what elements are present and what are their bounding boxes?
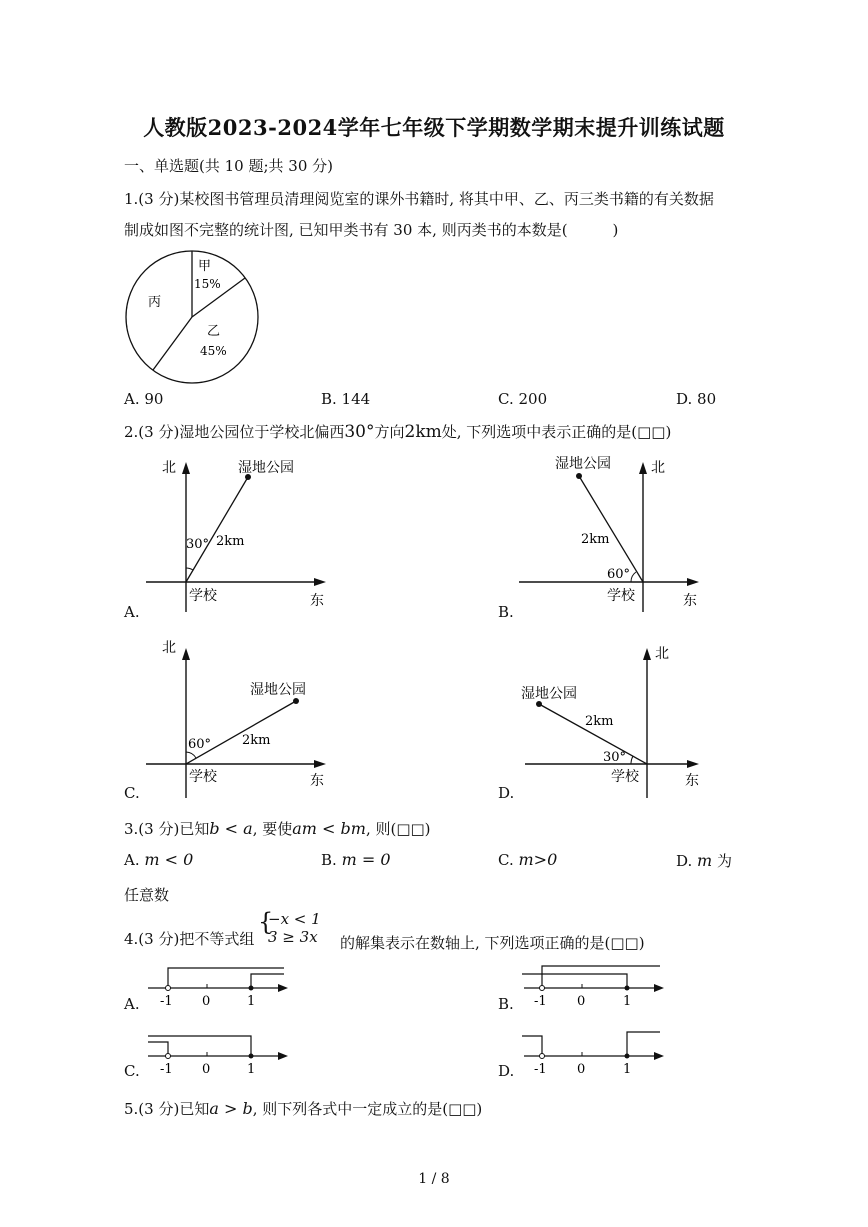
svg-text:0: 0 bbox=[202, 994, 211, 1008]
svg-text:0: 0 bbox=[577, 1062, 586, 1076]
q1-text-line2: 制成如图不完整的统计图, 已知甲类书有 30 本, 则丙类书的本数是( ) bbox=[124, 221, 619, 239]
q1-option-a[interactable]: A. 90 bbox=[124, 390, 164, 408]
svg-text:30°: 30° bbox=[186, 537, 210, 552]
svg-text:东: 东 bbox=[310, 773, 324, 789]
svg-text:60°: 60° bbox=[607, 567, 631, 582]
q4-option-b[interactable]: B. bbox=[498, 995, 514, 1013]
q4-numberline-d bbox=[518, 1026, 668, 1076]
pie-label-bing: 丙 bbox=[148, 295, 162, 310]
q2-option-a[interactable]: A. bbox=[124, 603, 140, 621]
q4-text-suffix: 的解集表示在数轴上, 下列选项正确的是(□□) bbox=[340, 934, 645, 952]
svg-text:1: 1 bbox=[247, 1062, 256, 1076]
svg-text:学校: 学校 bbox=[189, 769, 217, 785]
svg-text:2km: 2km bbox=[242, 733, 271, 748]
svg-text:学校: 学校 bbox=[611, 769, 639, 785]
svg-text:湿地公园: 湿地公园 bbox=[521, 686, 577, 702]
svg-text:学校: 学校 bbox=[607, 588, 635, 604]
page-title: 人教版2023-2024学年七年级下学期数学期末提升训练试题 bbox=[143, 115, 725, 140]
svg-text:东: 东 bbox=[310, 593, 324, 609]
q4-numberline-b bbox=[518, 958, 668, 1008]
q3-text: 3.(3 分)已知b < a, 要使am < bm, 则(□□) bbox=[124, 819, 431, 838]
q2-option-b[interactable]: B. bbox=[498, 603, 514, 621]
svg-text:湿地公园: 湿地公园 bbox=[238, 460, 294, 476]
svg-text:东: 东 bbox=[685, 773, 699, 789]
svg-text:-1: -1 bbox=[534, 1062, 547, 1076]
q4-numberline-c bbox=[142, 1026, 292, 1076]
q5-text: 5.(3 分)已知a > b, 则下列各式中一定成立的是(□□) bbox=[124, 1099, 483, 1118]
section-heading: 一、单选题(共 10 题;共 30 分) bbox=[124, 157, 334, 175]
q3-option-c[interactable]: C. m>0 bbox=[498, 850, 558, 869]
svg-text:北: 北 bbox=[655, 646, 669, 662]
q1-option-b[interactable]: B. 144 bbox=[321, 390, 371, 408]
svg-text:北: 北 bbox=[162, 640, 176, 656]
q3-option-d-wrap: 任意数 bbox=[124, 886, 170, 904]
svg-text:0: 0 bbox=[577, 994, 586, 1008]
q4-text: 4.(3 分)把不等式组 bbox=[124, 930, 255, 948]
q1-text-line1: 1.(3 分)某校图书管理员清理阅览室的课外书籍时, 将其中甲、乙、丙三类书籍的有关数据 bbox=[124, 190, 714, 208]
pie-label-jia: 甲 bbox=[198, 259, 212, 274]
q4-option-a[interactable]: A. bbox=[124, 995, 140, 1013]
q1-pie-chart bbox=[120, 245, 266, 391]
svg-text:60°: 60° bbox=[188, 737, 212, 752]
svg-text:-1: -1 bbox=[160, 1062, 173, 1076]
q2-option-c[interactable]: C. bbox=[124, 784, 140, 802]
svg-text:北: 北 bbox=[162, 460, 176, 476]
q4-brace: { bbox=[258, 908, 274, 936]
q2-diagram-d bbox=[515, 630, 715, 800]
svg-text:北: 北 bbox=[651, 460, 665, 476]
q4-option-d[interactable]: D. bbox=[498, 1062, 515, 1080]
svg-text:湿地公园: 湿地公园 bbox=[555, 456, 611, 472]
q4-option-c[interactable]: C. bbox=[124, 1062, 140, 1080]
svg-text:0: 0 bbox=[202, 1062, 211, 1076]
pie-label-yi-pct: 45% bbox=[200, 344, 227, 358]
svg-text:学校: 学校 bbox=[189, 588, 217, 604]
svg-text:2km: 2km bbox=[581, 532, 610, 547]
svg-text:30°: 30° bbox=[603, 750, 627, 765]
svg-text:1: 1 bbox=[623, 1062, 632, 1076]
q2-text: 2.(3 分)湿地公园位于学校北偏西30°方向2km处, 下列选项中表示正确的是(□□) bbox=[124, 422, 672, 442]
q4-system: −x < 1 3 ≥ 3x bbox=[268, 910, 321, 946]
svg-text:-1: -1 bbox=[160, 994, 173, 1008]
page-number: 1 / 8 bbox=[418, 1171, 450, 1187]
svg-text:1: 1 bbox=[623, 994, 632, 1008]
svg-text:东: 东 bbox=[683, 593, 697, 609]
svg-text:-1: -1 bbox=[534, 994, 547, 1008]
svg-text:1: 1 bbox=[247, 994, 256, 1008]
q3-option-d[interactable]: D. m 为 bbox=[676, 851, 733, 870]
pie-label-jia-pct: 15% bbox=[194, 277, 221, 291]
q2-diagram-b bbox=[515, 450, 715, 620]
q2-diagram-c bbox=[120, 630, 340, 800]
q1-option-d[interactable]: D. 80 bbox=[676, 390, 717, 408]
q3-option-b[interactable]: B. m = 0 bbox=[321, 850, 391, 869]
svg-text:2km: 2km bbox=[216, 534, 245, 549]
svg-text:2km: 2km bbox=[585, 714, 614, 729]
pie-label-yi: 乙 bbox=[207, 324, 221, 339]
q2-option-d[interactable]: D. bbox=[498, 784, 515, 802]
q4-numberline-a bbox=[142, 958, 292, 1008]
svg-text:湿地公园: 湿地公园 bbox=[250, 682, 306, 698]
q1-option-c[interactable]: C. 200 bbox=[498, 390, 548, 408]
q2-diagram-a bbox=[120, 450, 340, 620]
q3-option-a[interactable]: A. m < 0 bbox=[124, 850, 194, 869]
